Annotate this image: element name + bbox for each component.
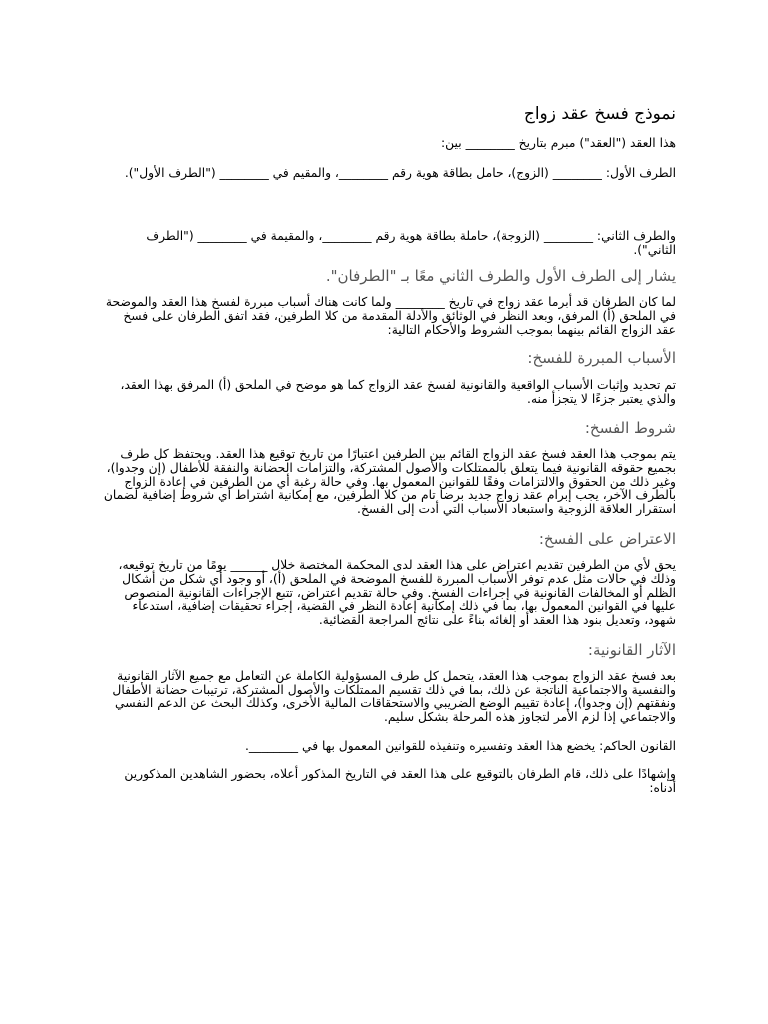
- parties-reference-heading: يشار إلى الطرف الأول والطرف الثاني معًا بـ "الطرفان".: [325, 267, 676, 286]
- conditions-heading: شروط الفسخ:: [584, 419, 676, 438]
- second-party-paragraph: والطرف الثاني: ________ (الزوجة)، حاملة بطاقة هوية رقم ________، والمقيمة في ________ ("الطرف الثاني").: [146, 229, 676, 257]
- recitals-paragraph: لما كان الطرفان قد أبرما عقد زواج في تاريخ ________ ولما كانت هناك أسباب مبررة لفسخ هذا العقد والموضحة في الملحق (أ) المرفق، وبعد النظر في الوثائق والأدلة المقدمة من كلا الطرفين، فقد اتفق الطرفان على فسخ عقد الزواج القائم بينهما بموجب الشروط والأحكام التالية:: [105, 295, 676, 337]
- conditions-paragraph: يتم بموجب هذا العقد فسخ عقد الزواج القائم بين الطرفين اعتبارًا من تاريخ توقيع هذا العقد. ويحتفظ كل طرف بجميع حقوقه القانونية فيما يتعلق بالممتلكات والأصول المشتركة، والتزامات الحضانة والنفقة للأطفال (إن وجدوا)، وغير ذلك من الحقوق والالتزامات وفقًا للقوانين المعمول بها. وفي حالة رغبة أي من الطرفين في إعادة الزواج بالطرف الآخر، يجب إبرام عقد زواج جديد برضا تام من كلا الطرفين، مع إمكانية اشتراط أي شروط إضافية لضمان استقرار العلاقة الزوجية واستبعاد الأسباب التي أدت إلى الفسخ.: [103, 447, 676, 516]
- governing-law-paragraph: القانون الحاكم: يخضع هذا العقد وتفسيره وتنفيذه للقوانين المعمول بها في ________.: [244, 738, 676, 753]
- objection-paragraph: يحق لأي من الطرفين تقديم اعتراض على هذا العقد لدى المحكمة المختصة خلال ______ يومًا من تاريخ توقيعه، وذلك في حالات مثل عدم توفر الأسباب المبررة للفسخ الموضحة في الملحق (أ)، أو وجود أي شكل من أشكال الظلم أو المخالفات القانونية في إجراءات الفسخ. وفي حالة تقديم اعتراض، تتبع الإجراءات القانونية المنصوص عليها في القوانين المعمول بها، بما في ذلك إمكانية إعادة النظر في القضية، إجراء تحقيقات إضافية، استدعاء شهود، وتعديل بنود هذا العقد أو إلغائه بناءً على نتائج المراجعة القضائية.: [118, 558, 676, 627]
- reasons-paragraph: تم تحديد وإثبات الأسباب الواقعية والقانونية لفسخ عقد الزواج كما هو موضح في الملحق (أ) المرفق بهذا العقد، والذي يعتبر جزءًا لا يتجزأ منه.: [120, 378, 676, 406]
- objection-heading: الاعتراض على الفسخ:: [538, 530, 676, 549]
- legal-effects-paragraph: بعد فسخ عقد الزواج بموجب هذا العقد، يتحمل كل طرف المسؤولية الكاملة عن التعامل مع جميع الآثار القانونية والنفسية والاجتماعية الناتجة عن ذلك، بما في ذلك تقسيم الممتلكات والأصول المشتركة، ترتيبات حضانة الأطفال ونفقتهم (إن وجدوا)، إعادة تقييم الوضع الضريبي والاستحقاقات المالية الأخرى، وكذلك البحث عن الدعم النفسي والاجتماعي إذا لزم الأمر لتجاوز هذه المرحلة بشكل سليم.: [112, 669, 676, 725]
- legal-effects-heading: الآثار القانونية:: [587, 641, 676, 660]
- reasons-heading: الأسباب المبررة للفسخ:: [527, 349, 676, 368]
- document-body: [100, 101, 676, 795]
- intro-paragraph: هذا العقد ("العقد") مبرم بتاريخ ________ بين:: [441, 136, 676, 150]
- document-title: نموذج فسخ عقد زواج: [523, 104, 676, 124]
- first-party-paragraph: الطرف الأول: ________ (الزوج)، حامل بطاقة هوية رقم ________، والمقيم في ________ ("الطرف الأول").: [124, 165, 676, 180]
- witness-paragraph: وإشهادًا على ذلك، قام الطرفان بالتوقيع على هذا العقد في التاريخ المذكور أعلاه، بحضور الشاهدين المذكورين أدناه:: [124, 767, 676, 795]
